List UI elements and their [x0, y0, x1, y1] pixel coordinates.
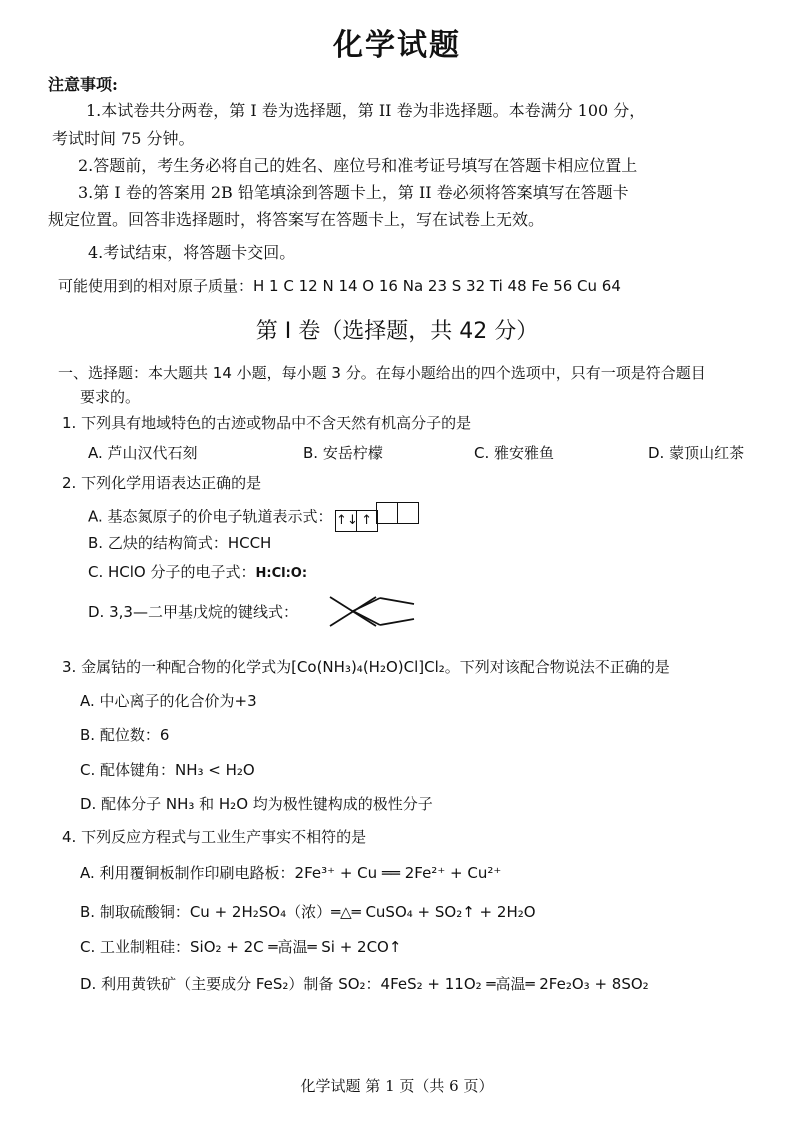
orbital-box [376, 502, 398, 524]
q4-option-c: C. 工业制粗硅：SiO₂ + 2C ═高温═ Si + 2CO↑ [80, 938, 402, 956]
notice-item-1a: 1.本试卷共分两卷，第 I 卷为选择题，第 II 卷为非选择题。本卷满分 100 分， [86, 101, 646, 120]
q3-option-d: D. 配体分子 NH₃ 和 H₂O 均为极性键构成的极性分子 [80, 795, 433, 813]
orbital-diagram [337, 502, 419, 532]
page-title: 化学试题 [333, 28, 461, 63]
q4-option-a: A. 利用覆铜板制作印刷电路板：2Fe³⁺ + Cu ══ 2Fe²⁺ + Cu²⁺ [80, 864, 502, 882]
notice-item-4: 4.考试结束，将答题卡交回。 [88, 243, 296, 262]
q2-option-a-text: A. 基态氮原子的价电子轨道表示式： [88, 507, 333, 526]
orbital-box [397, 502, 419, 524]
q4-stem: 4. 下列反应方程式与工业生产事实不相符的是 [62, 828, 367, 846]
q3-stem: 3. 金属钴的一种配合物的化学式为[Co(NH₃)₄(H₂O)Cl]Cl₂。下列对该配合物说法不正确的是 [62, 658, 670, 676]
q1-option-b: B. 安岳柠檬 [303, 444, 383, 462]
q4-option-d: D. 利用黄铁矿（主要成分 FeS₂）制备 SO₂：4FeS₂ + 11O₂ ═高温═ 2Fe₂O₃ + 8SO₂ [80, 975, 649, 993]
notice-item-1b: 考试时间 75 分钟。 [52, 129, 195, 148]
notice-item-2: 2.答题前，考生务必将自己的姓名、座位号和准考证号填写在答题卡相应位置上 [78, 156, 638, 175]
notice-item-3b: 规定位置。回答非选择题时，将答案写在答题卡上，写在试卷上无效。 [48, 210, 545, 229]
orbital-box: ↑ [356, 510, 378, 532]
q2-option-b: B. 乙炔的结构简式：HCCH [88, 534, 272, 552]
section-title: 第 I 卷（选择题，共 42 分） [255, 319, 539, 344]
q3-option-a: A. 中心离子的化合价为+3 [80, 692, 257, 710]
q1-stem: 1. 下列具有地域特色的古迹或物品中不含天然有机高分子的是 [62, 414, 472, 432]
q2-option-c-text: C. HClO 分子的电子式： [88, 563, 256, 581]
q2-option-c [88, 561, 307, 582]
electron-formula: H:Cl:O: [255, 566, 308, 581]
orbital-box: ↑↓ [335, 510, 357, 532]
instructions-line-2: 要求的。 [80, 388, 141, 406]
skeletal-formula-diagram [328, 594, 418, 630]
q2-option-d: D. 3,3—二甲基戊烷的键线式： [88, 603, 298, 621]
q2-stem: 2. 下列化学用语表达正确的是 [62, 474, 262, 492]
q1-option-a: A. 芦山汉代石刻 [88, 444, 198, 462]
q3-option-c: C. 配体键角：NH₃ < H₂O [80, 761, 255, 779]
q2-option-a [88, 502, 419, 532]
notice-heading: 注意事项: [48, 75, 118, 94]
atomic-masses: 可能使用到的相对原子质量：H 1 C 12 N 14 O 16 Na 23 S 32 Ti 48 Fe 56 Cu 64 [58, 277, 621, 295]
q3-option-b: B. 配位数：6 [80, 726, 170, 744]
q1-option-d: D. 蒙顶山红茶 [648, 444, 745, 462]
notice-item-3a: 3.第 I 卷的答案用 2B 铅笔填涂到答题卡上，第 II 卷必须将答案填写在答题卡 [78, 183, 629, 202]
page-footer: 化学试题 第 1 页（共 6 页） [300, 1077, 494, 1095]
instructions-line-1: 一、选择题：本大题共 14 小题，每小题 3 分。在每小题给出的四个选项中，只有一项是符合题目 [58, 364, 706, 382]
q1-option-c: C. 雅安雅鱼 [474, 444, 555, 462]
q4-option-b: B. 制取硫酸铜：Cu + 2H₂SO₄（浓）═△═ CuSO₄ + SO₂↑ + 2H₂O [80, 903, 536, 921]
